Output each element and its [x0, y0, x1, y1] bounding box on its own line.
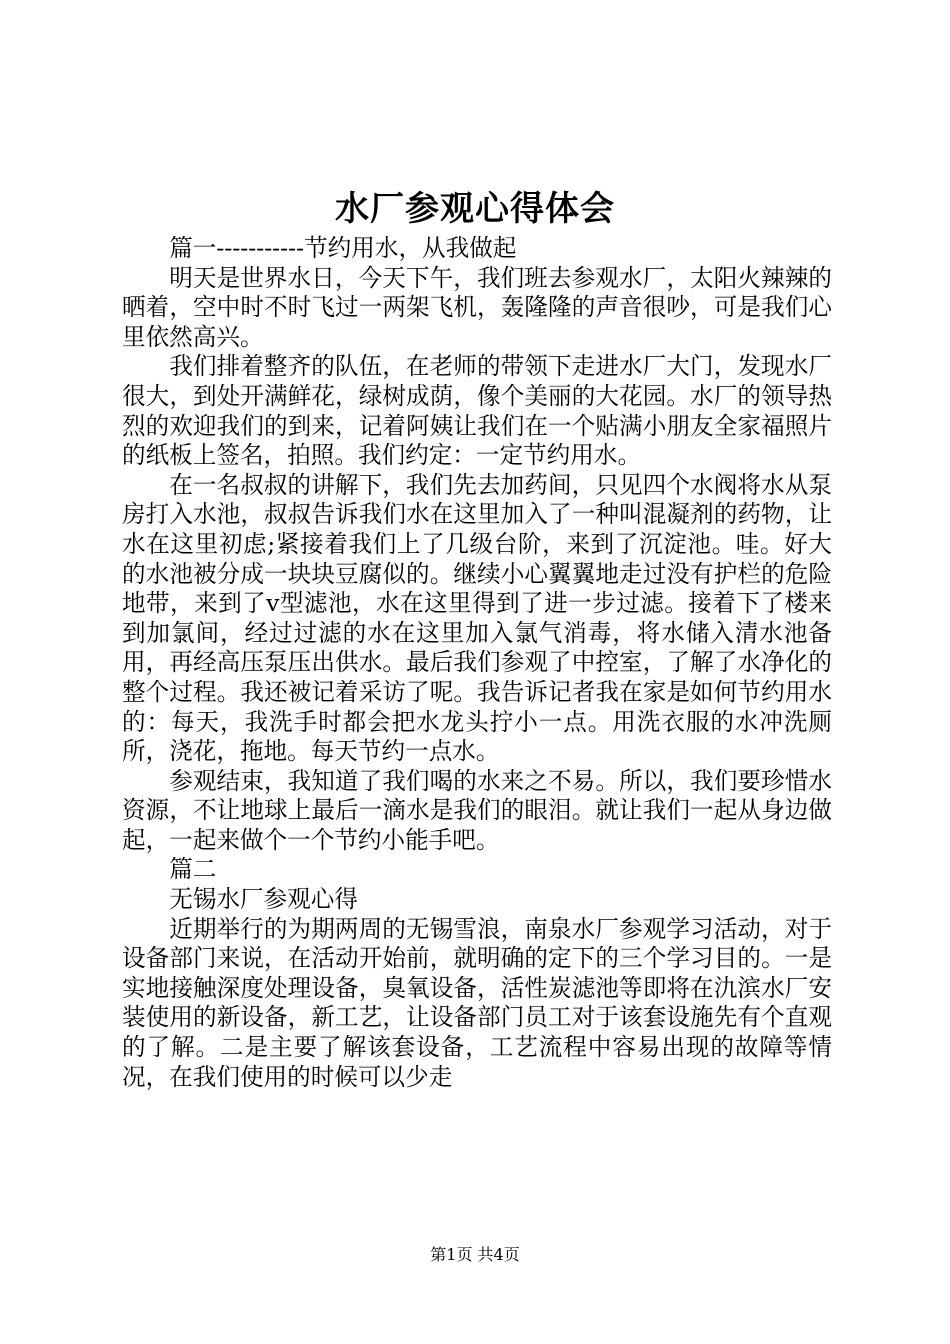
- subsection-title: 无锡水厂参观心得: [169, 885, 358, 914]
- paragraph: 明天是世界水日，今天下午，我们班去参观水厂，太阳火辣辣的晒着，空中时不时飞过一两架飞机，轰隆隆的声音很吵，可是我们心里依然高兴。: [122, 263, 832, 351]
- document-title: 水厂参观心得体会: [335, 189, 615, 229]
- paragraph: 在一名叔叔的讲解下，我们先去加药间，只见四个水阀将水从泵房打入水池，叔叔告诉我们水在这里加入了一种叫混凝剂的药物，让水在这里初虑;紧接着我们上了几级台阶，来到了沉淀池。哇。好大的水池被分成一块块豆腐似的。继续小心翼翼地走过没有护栏的危险地带，来到了v型滤池，水在这里得到了进一步过滤。接着下了楼来到加氯间，经过过滤的水在这里加入氯气消毒，将水储入清水池备用，再经高压泵压出供水。最后我们参观了中控室，了解了水净化的整个过程。我还被记着采访了呢。我告诉记者我在家是如何节约用水的：每天，我洗手时都会把水龙头拧小一点。用洗衣服的水冲洗厕所，浇花，拖地。每天节约一点水。: [122, 470, 832, 766]
- paragraph: 参观结束，我知道了我们喝的水来之不易。所以，我们要珍惜水资源，不让地球上最后一滴水是我们的眼泪。就让我们一起从身边做起，一起来做个一个节约小能手吧。: [122, 766, 832, 854]
- paragraph: 近期举行的为期两周的无锡雪浪，南泉水厂参观学习活动，对于设备部门来说，在活动开始前，就明确的定下的三个学习目的。一是实地接触深度处理设备，臭氧设备，活性炭滤池等即将在氿滨水厂安装使用的新设备，新工艺，让设备部门员工对于该套设施先有个直观的了解。二是主要了解该套设备，工艺流程中容易出现的故障等情况，在我们使用的时候可以少走: [122, 914, 832, 1091]
- document-body: [122, 234, 832, 1092]
- section-heading-part-one: 篇一-----------节约用水，从我做起: [169, 234, 517, 262]
- paragraph: 我们排着整齐的队伍，在老师的带领下走进水厂大门，发现水厂很大，到处开满鲜花，绿树成荫，像个美丽的大花园。水厂的领导热烈的欢迎我们的到来，记着阿姨让我们在一个贴满小朋友全家福照片的纸板上签名，拍照。我们约定：一定节约用水。: [122, 352, 832, 470]
- section-heading-part-two: 篇二: [169, 855, 217, 884]
- page-number-footer: 第1页 共4页: [430, 1245, 520, 1264]
